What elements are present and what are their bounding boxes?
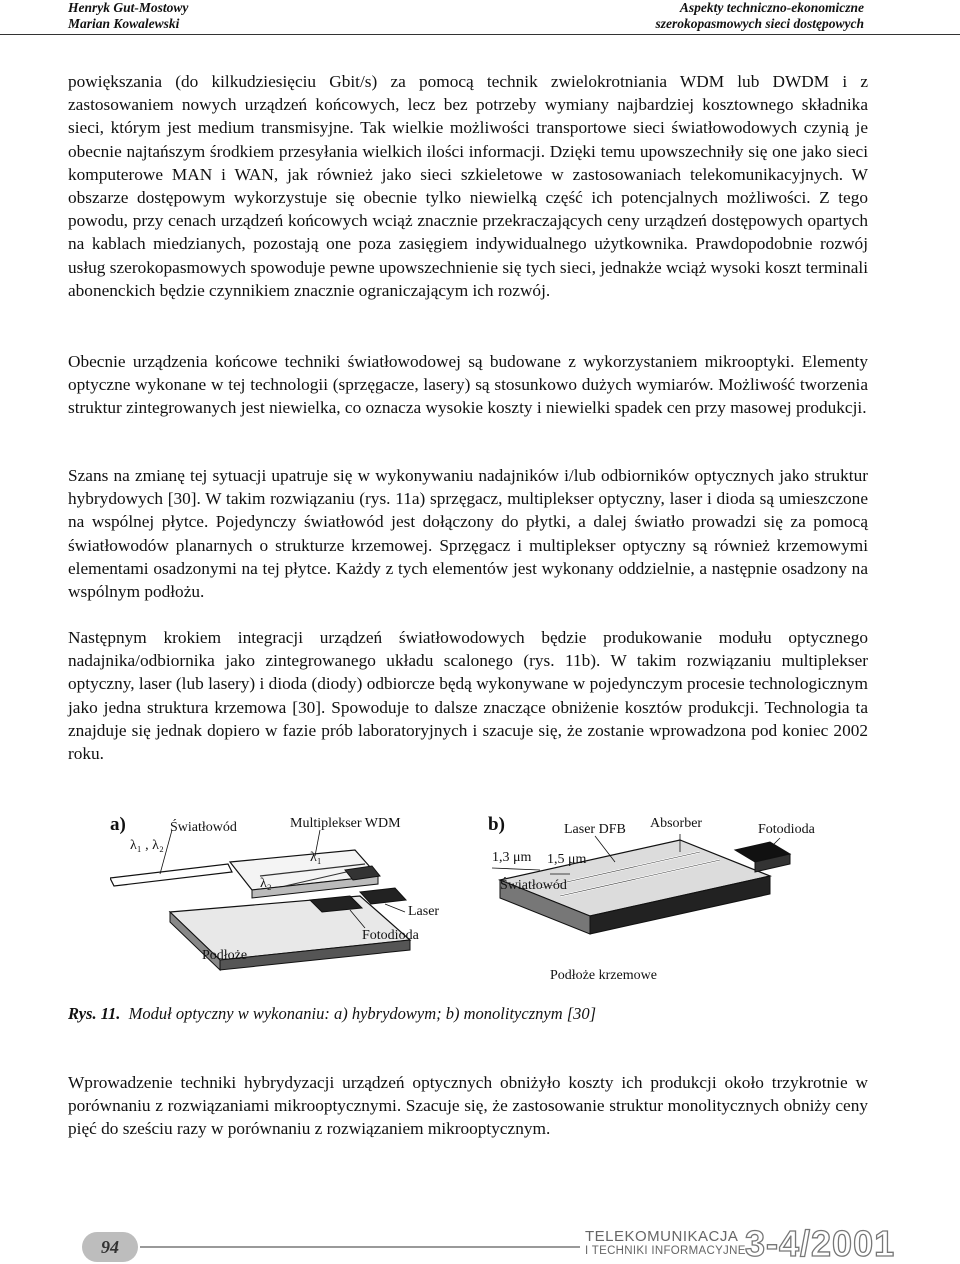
substrate-label: Podłoże — [202, 948, 248, 963]
wavelength-1-3-label: 1,3 μm — [492, 850, 532, 865]
body-paragraph: powiększania (do kilkudziesięciu Gbit/s) za pomocą technik zwielokrotniania WDM lub DWDM i z zastosowaniem nowych urządzeń końcowych, lecz bez potrzeby wymiany najbardziej kosztownego składnika sieci, którym jest medium transmisyjne. Tak wielkie możliwości transportowe sieci światłowodowych czynią je obecnie najtańszym środkiem przesyłania wielkich ilości informacji. Dzięki temu upowszechniły się one jako sieci komputerowe MAN i WAN, jak również jako sieci szkieletowe w zastosowaniach telekomunikacyjnych. W obszarze dostępowym wykorzystuje się obecnie tylko niewielką część ich potencjalnych możliwości. Z tego powodu, przy cenach urządzeń końcowych wciąż znacznie przekraczających ceny urządzeń dostępowych opartych na kablach miedzianych, pozostają one poza zasięgiem indywidualnego użytkownika. Prawdopodobnie rozwój usług szerokopasmowych spowoduje pewne upowszechnienie się tych sieci, jednakże wciąż wysoki koszt terminali abonenckich będzie czynnikiem znacznie ograniczającym ich rozwój. — [68, 72, 868, 300]
laser-label: Laser — [408, 904, 440, 919]
footer-rule — [140, 1246, 580, 1248]
author-name: Marian Kowalewski — [68, 16, 180, 31]
running-header-authors — [68, 0, 188, 32]
fiber-b-label: Światłowód — [500, 878, 567, 893]
magazine-name-line2: I TECHNIKI INFORMACYJNE — [585, 1245, 746, 1257]
author-name: Henryk Gut-Mostowy — [68, 0, 189, 15]
photodiode-b-label: Fotodioda — [758, 822, 815, 837]
lambdas-label: λ₁ , λ₂ — [130, 838, 164, 853]
photodiode-label: Fotodioda — [362, 928, 419, 943]
magazine-name — [585, 1229, 746, 1259]
caption-text: Moduł optyczny w wykonaniu: a) hybrydowym; b) monolitycznym [30] — [128, 1004, 597, 1023]
header-title-line: szerokopasmowych sieci dostępowych — [655, 16, 864, 31]
laser-dfb-label: Laser DFB — [564, 822, 626, 837]
panel-a-label: a) — [110, 814, 126, 835]
running-header-title — [656, 0, 865, 32]
wavelength-1-5-label: 1,5 μm — [547, 852, 587, 867]
magazine-name-line1: TELEKOMUNIKACJA — [585, 1228, 739, 1245]
fiber-label: Światłowód — [170, 820, 237, 835]
header-title-line: Aspekty techniczno-ekonomiczne — [679, 0, 864, 15]
absorber-label: Absorber — [650, 816, 703, 831]
body-paragraph: Następnym krokiem integracji urządzeń światłowodowych będzie produkowanie modułu optycznego nadajnika/odbiornika jako zintegrowanego układu scalonego (rys. 11b). W takim rozwiązaniu multiplekser optyczny, laser (lub lasery) i dioda (diody) odbiorcze będą wykonywane w pojedynczym procesie technologicznym jako jedna struktura krzemowa [30]. Spowoduje to dalsze znaczące obniżenie kosztów produkcji. Technologia ta znajduje się jednak dopiero w fazie prób laboratoryjnych i szacuje się, że zostanie wprowadzona pod koniec 2002 roku. — [68, 628, 868, 764]
issue-number: 3-4/2001 — [745, 1223, 896, 1264]
figure-11 — [110, 800, 830, 1000]
header-rule — [0, 34, 960, 35]
body-paragraph: Wprowadzenie techniki hybrydyzacji urządzeń optycznych obniżyło koszty ich produkcji około trzykrotnie w porównaniu z rozwiązaniami mikrooptycznymi. Szacuje się, że zastosowanie struktur monolitycznych obniży ceny pięć do sześciu razy w porównaniu z rozwiązaniem mikrooptycznym. — [68, 1073, 868, 1139]
lambda1-label: λ₁ — [310, 850, 322, 865]
caption-label: Rys. 11. — [68, 1004, 121, 1023]
silicon-substrate-label: Podłoże krzemowe — [550, 968, 657, 983]
body-paragraph: Szans na zmianę tej sytuacji upatruje się w wykonywaniu nadajników i/lub odbiorników optycznych jako struktur hybrydowych [30]. W takim rozwiązaniu (rys. 11a) sprzęgacz, multiplekser optyczny, laser i dioda są umieszczone na wspólnej płytce. Pojedynczy światłowód jest dołączony do płytki, a dalej światło prowadzi się za pomocą światłowodów planarnych o strukturze krzemowej. Sprzęgacz i multiplekser optyczny są również krzemowymi elementami osadzonymi na tej płytce. Każdy z tych elementów jest wykonany oddzielnie, a następnie osadzony na wspólnym podłożu. — [68, 466, 868, 602]
figure-caption — [68, 1004, 596, 1024]
page-number: 94 — [82, 1232, 138, 1262]
panel-b-label: b) — [488, 814, 505, 835]
body-paragraph: Obecnie urządzenia końcowe techniki światłowodowej są budowane z wykorzystaniem mikrooptyki. Elementy optyczne wykonane w tej technologii (sprzęgacze, lasery) są stosunkowo dużych wymiarów. Możliwość tworzenia struktur zintegrowanych jest niewielka, co oznacza wysokie koszty i niewielki spadek cen przy masowej produkcji. — [68, 352, 868, 418]
lambda2-label: λ₂ — [260, 876, 272, 891]
mux-label: Multiplekser WDM — [290, 816, 401, 831]
